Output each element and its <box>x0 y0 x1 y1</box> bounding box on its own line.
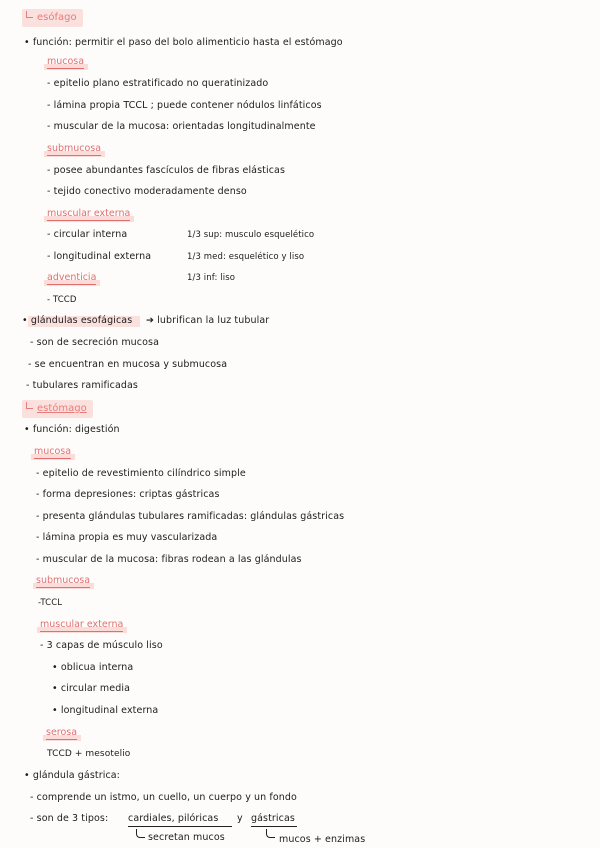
list-item: • circular media <box>52 683 131 694</box>
underline <box>128 826 232 827</box>
tipos-prefix: - son de 3 tipos: <box>30 813 109 824</box>
esofago-mucosa-label: mucosa <box>47 56 84 68</box>
list-item: - tejido conectivo moderadamente denso <box>47 186 247 197</box>
list-item: - tubulares ramificadas <box>26 380 138 391</box>
section-title-esofago: esófago <box>22 9 83 27</box>
tipos-cardiales-piloricas: cardiales, pilóricas <box>128 813 219 824</box>
list-item: - muscular de la mucosa: fibras rodean a las glándulas <box>36 554 302 565</box>
arrow-hook <box>136 829 145 838</box>
list-item: - TCCD <box>47 295 77 305</box>
estomago-mucosa-label: mucosa <box>34 446 71 458</box>
arrow-hook <box>266 829 275 838</box>
estomago-submucosa-label: submucosa <box>36 575 90 587</box>
estomago-funcion: • función: digestión <box>24 424 120 435</box>
note-third-inf: 1/3 inf: liso <box>187 273 236 283</box>
glandulas-esofagicas-head: • glándulas esofágicas <box>22 315 133 326</box>
list-item: - comprende un istmo, un cuello, un cuerpo y un fondo <box>30 792 297 803</box>
tipos-gastricas: gástricas <box>251 813 295 824</box>
underline <box>251 826 297 827</box>
list-item: • longitudinal externa <box>52 705 159 716</box>
esofago-muscular-externa-label: muscular externa <box>47 208 130 220</box>
list-item: TCCD + mesotelio <box>47 749 131 759</box>
note-mucos-enzimas: mucos + enzimas <box>279 834 366 845</box>
estomago-serosa-label: serosa <box>46 727 77 739</box>
muscular-externa-head: - 3 capas de músculo liso <box>40 640 163 651</box>
list-item: • oblicua interna <box>52 662 134 673</box>
list-item: - lámina propia TCCL ; puede contener nódulos linfáticos <box>47 100 322 111</box>
glandulas-esofagicas-arrow: ➔ lubrifican la luz tubular <box>146 315 270 326</box>
estomago-muscular-externa-label: muscular externa <box>40 619 123 631</box>
esofago-funcion: • función: permitir el paso del bolo alimenticio hasta el estómago <box>24 37 343 48</box>
list-item: - circular interna <box>47 229 128 240</box>
list-item: - forma depresiones: criptas gástricas <box>36 489 220 500</box>
list-item: - epitelio plano estratificado no queratinizado <box>47 78 269 89</box>
glandula-gastrica-head: • glándula gástrica: <box>24 770 120 781</box>
list-item: - longitudinal externa <box>47 251 152 262</box>
tipos-y: y <box>237 813 243 824</box>
list-item: - lámina propia es muy vascularizada <box>36 532 218 543</box>
list-item: - posee abundantes fascículos de fibras elásticas <box>47 165 286 176</box>
note-third-sup: 1/3 sup: musculo esquelético <box>187 230 315 240</box>
hook-icon <box>26 402 33 409</box>
list-item: - presenta glándulas tubulares ramificadas: glándulas gástricas <box>36 511 345 522</box>
list-item: - muscular de la mucosa: orientadas longitudinalmente <box>47 121 316 132</box>
note-third-med: 1/3 med: esquelético y liso <box>187 252 305 262</box>
list-item: - epitelio de revestimiento cilíndrico simple <box>36 468 246 479</box>
esofago-submucosa-label: submucosa <box>47 143 101 155</box>
list-item: -TCCL <box>38 598 63 608</box>
hook-icon <box>26 11 33 18</box>
list-item: - se encuentran en mucosa y submucosa <box>28 359 228 370</box>
esofago-adventicia-label: adventicia <box>47 272 96 284</box>
note-secretan-mucos: secretan mucos <box>148 832 225 843</box>
list-item: - son de secreción mucosa <box>30 337 160 348</box>
section-title-estomago: estómago <box>22 400 93 418</box>
